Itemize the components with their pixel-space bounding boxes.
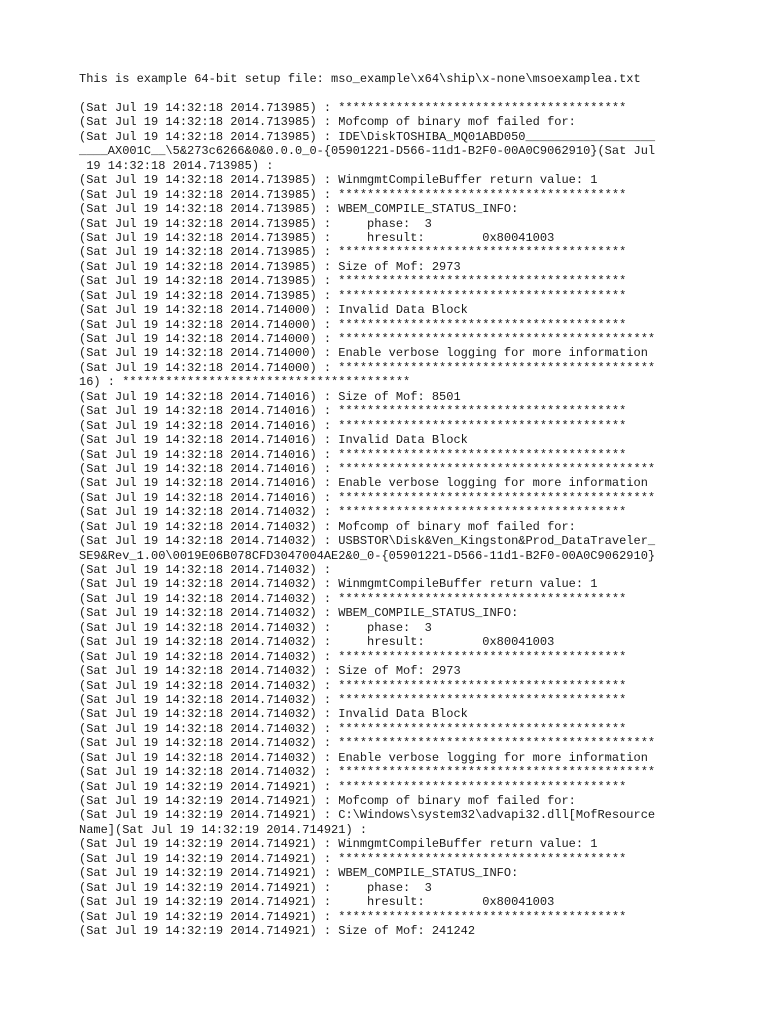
log-line: (Sat Jul 19 14:32:18 2014.714016) : ********************************************	[79, 490, 656, 505]
log-line: (Sat Jul 19 14:32:18 2014.714000) : Enable verbose logging for more information	[79, 346, 648, 361]
log-line: (Sat Jul 19 14:32:18 2014.714016) : ****************************************	[79, 404, 627, 419]
log-line: (Sat Jul 19 14:32:19 2014.714921) : ****************************************	[79, 779, 627, 794]
log-line: (Sat Jul 19 14:32:18 2014.713985) : WinmgmtCompileBuffer return value: 1	[79, 173, 598, 188]
log-line: (Sat Jul 19 14:32:19 2014.714921) : Size of Mof: 241242	[79, 923, 476, 938]
log-line: (Sat Jul 19 14:32:18 2014.714032) : USBSTOR\Disk&Ven_Kingston&Prod_DataTraveler_	[79, 534, 656, 549]
log-line: (Sat Jul 19 14:32:18 2014.714016) : Invalid Data Block	[79, 433, 468, 448]
log-line: (Sat Jul 19 14:32:19 2014.714921) : hresult: 0x80041003	[79, 895, 555, 910]
log-line: (Sat Jul 19 14:32:18 2014.714016) : Size of Mof: 8501	[79, 389, 461, 404]
log-line: (Sat Jul 19 14:32:18 2014.714000) : ****************************************	[79, 317, 627, 332]
log-line: (Sat Jul 19 14:32:18 2014.713985) : ****************************************	[79, 101, 627, 115]
log-line: (Sat Jul 19 14:32:18 2014.713985) : Size of Mof: 2973	[79, 259, 461, 274]
log-line: (Sat Jul 19 14:32:18 2014.714032) : WinmgmtCompileBuffer return value: 1	[79, 577, 598, 592]
log-line: (Sat Jul 19 14:32:18 2014.713985) : ****************************************	[79, 187, 627, 202]
log-line: (Sat Jul 19 14:32:18 2014.714000) : ********************************************	[79, 360, 656, 375]
log-line: (Sat Jul 19 14:32:18 2014.713985) : hresult: 0x80041003	[79, 230, 555, 245]
log-line: (Sat Jul 19 14:32:18 2014.714032) : ********************************************	[79, 765, 656, 780]
log-line: (Sat Jul 19 14:32:18 2014.714032) : WBEM_COMPILE_STATUS_INFO:	[79, 606, 519, 621]
log-line: (Sat Jul 19 14:32:19 2014.714921) : WBEM_COMPILE_STATUS_INFO:	[79, 866, 519, 881]
log-line: (Sat Jul 19 14:32:18 2014.714032) : ****************************************	[79, 678, 627, 693]
log-line: (Sat Jul 19 14:32:18 2014.713985) : IDE\DiskTOSHIBA_MQ01ABD050__________________	[79, 129, 656, 144]
log-line: (Sat Jul 19 14:32:18 2014.714032) : ********************************************	[79, 736, 656, 751]
log-line: (Sat Jul 19 14:32:18 2014.714032) : Size of Mof: 2973	[79, 664, 461, 679]
log-line: (Sat Jul 19 14:32:18 2014.714032) : phase: 3	[79, 620, 432, 635]
log-line: (Sat Jul 19 14:32:19 2014.714921) : ****************************************	[79, 851, 627, 866]
log-line: ____AX001C__\5&273c6266&0&0.0.0_0-{05901221-D566-11d1-B2F0-00A0C9062910}(Sat Jul	[79, 144, 656, 159]
log-line: (Sat Jul 19 14:32:18 2014.714016) : Enable verbose logging for more information	[79, 476, 648, 491]
log-line: (Sat Jul 19 14:32:18 2014.714032) : ****************************************	[79, 505, 627, 520]
log-line: (Sat Jul 19 14:32:18 2014.714016) : ********************************************	[79, 461, 656, 476]
log-line: (Sat Jul 19 14:32:18 2014.714032) : ****************************************	[79, 721, 627, 736]
log-line: (Sat Jul 19 14:32:18 2014.714032) : hresult: 0x80041003	[79, 635, 555, 650]
log-line: (Sat Jul 19 14:32:19 2014.714921) : Mofcomp of binary mof failed for:	[79, 794, 576, 808]
log-line: (Sat Jul 19 14:32:18 2014.714000) : ********************************************	[79, 332, 656, 346]
log-line: (Sat Jul 19 14:32:19 2014.714921) : phase: 3	[79, 880, 432, 895]
log-line: (Sat Jul 19 14:32:18 2014.714032) : Enable verbose logging for more information	[79, 750, 648, 765]
log-line: (Sat Jul 19 14:32:18 2014.714016) : ****************************************	[79, 447, 627, 462]
log-line: (Sat Jul 19 14:32:19 2014.714921) : ****************************************	[79, 909, 627, 924]
log-line: (Sat Jul 19 14:32:18 2014.714032) : ****************************************	[79, 591, 627, 606]
log-line: (Sat Jul 19 14:32:18 2014.714032) : ****************************************	[79, 649, 627, 664]
log-line: (Sat Jul 19 14:32:18 2014.714000) : Invalid Data Block	[79, 303, 468, 318]
log-line: Name](Sat Jul 19 14:32:19 2014.714921) :	[79, 822, 368, 837]
log-line: (Sat Jul 19 14:32:18 2014.713985) : phase: 3	[79, 216, 432, 231]
log-body	[79, 101, 719, 938]
log-line: (Sat Jul 19 14:32:18 2014.713985) : ****************************************	[79, 274, 627, 289]
log-line: 16) : ****************************************	[79, 375, 411, 390]
log-line: (Sat Jul 19 14:32:18 2014.714032) : Mofcomp of binary mof failed for:	[79, 519, 576, 534]
log-line: (Sat Jul 19 14:32:19 2014.714921) : WinmgmtCompileBuffer return value: 1	[79, 837, 598, 852]
log-line: (Sat Jul 19 14:32:18 2014.713985) : ****************************************	[79, 288, 627, 303]
log-line: SE9&Rev_1.00\0019E06B078CFD3047004AE2&0_0-{05901221-D566-11d1-B2F0-00A0C9062910}	[79, 548, 656, 563]
log-line: (Sat Jul 19 14:32:18 2014.714032) : Invalid Data Block	[79, 707, 468, 722]
log-line: (Sat Jul 19 14:32:18 2014.713985) : Mofcomp of binary mof failed for:	[79, 115, 576, 130]
log-line: (Sat Jul 19 14:32:18 2014.714016) : ****************************************	[79, 418, 627, 433]
document-title: This is example 64-bit setup file: mso_example\x64\ship\x-none\msoexamplea.txt	[79, 72, 641, 86]
log-line: (Sat Jul 19 14:32:18 2014.714032) :	[79, 563, 332, 577]
log-line: (Sat Jul 19 14:32:18 2014.713985) : ****************************************	[79, 245, 627, 260]
log-line: (Sat Jul 19 14:32:18 2014.713985) : WBEM_COMPILE_STATUS_INFO:	[79, 202, 519, 217]
log-line: (Sat Jul 19 14:32:19 2014.714921) : C:\Windows\system32\advapi32.dll[MofResource	[79, 808, 656, 823]
log-line: (Sat Jul 19 14:32:18 2014.714032) : ****************************************	[79, 692, 627, 707]
log-line: 19 14:32:18 2014.713985) :	[79, 158, 274, 173]
